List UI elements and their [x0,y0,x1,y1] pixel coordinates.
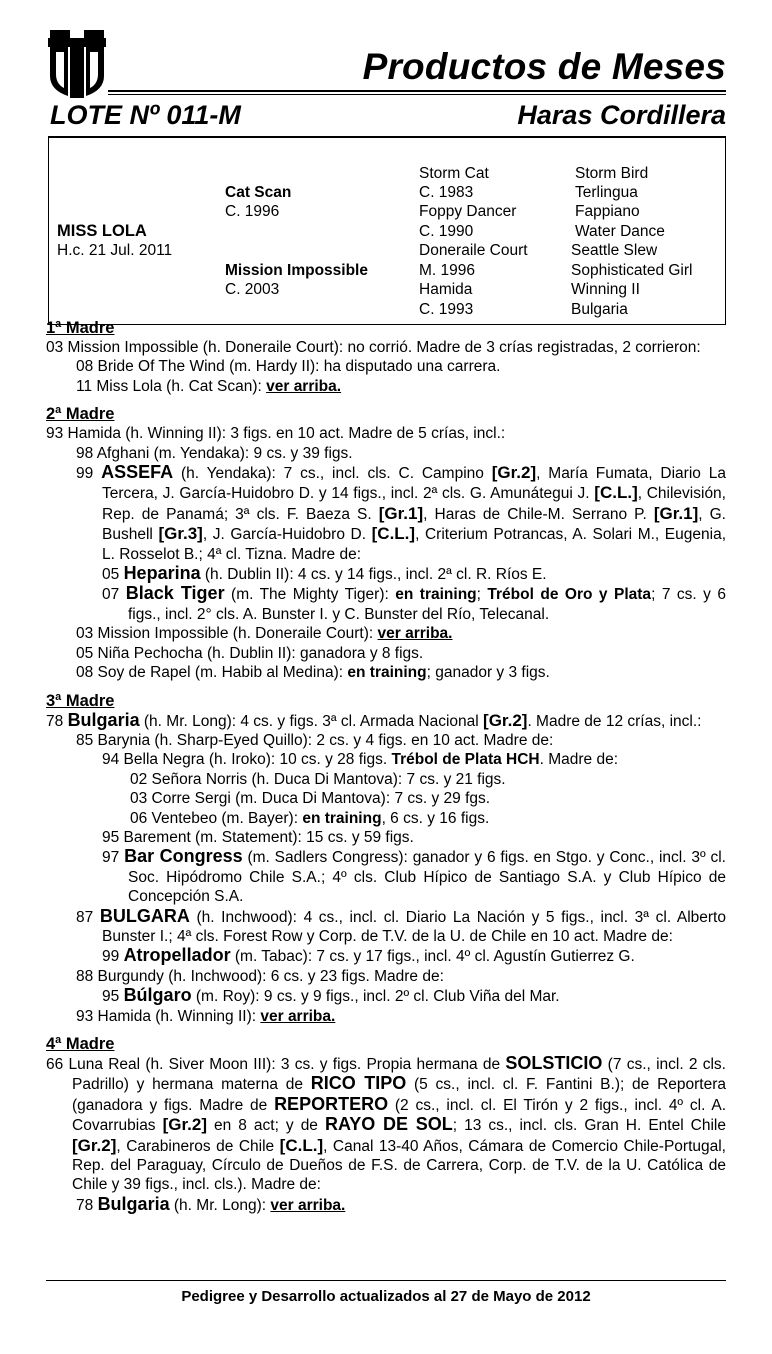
great-grandparent: Terlingua [575,184,638,201]
section-heading: 1ª Madre [46,319,115,337]
footer-note: Pedigree y Desarrollo actualizados al 27 de Mayo de 2012 [181,1288,591,1305]
entry: 06 Ventebeo (m. Bayer): en training, 6 cs. y 16 figs. [130,809,490,827]
grandsire-2: Doneraile Court [419,242,528,259]
granddam-1: Foppy Dancer [419,203,517,220]
see-above-link: ver arriba. [266,377,342,395]
entry: 07 Black Tiger (m. The Mighty Tiger): en training; Trébol de Oro y Plata; 7 cs. y 6 figs., incl. 2° cls. A. Bunster I. y C. Bunster del Río, Telecanal. [102,583,726,623]
great-grandparent: Sophisticated Girl [571,262,693,279]
entry: 95 Búlgaro (m. Roy): 9 cs. y 9 figs., incl. 2º cl. Club Viña del Mar. [102,985,560,1006]
entry: 05 Heparina (h. Dublin II): 4 cs. y 14 figs., incl. 2ª cl. R. Ríos E. [102,563,547,584]
entry: 93 Hamida (h. Winning II): ver arriba. [76,1007,336,1025]
header-rule-thin [108,94,726,95]
great-grandparent: Seattle Slew [571,242,658,259]
page-title: Productos de Meses [362,46,726,87]
entry: 85 Barynia (h. Sharp-Eyed Quillo): 2 cs. y 4 figs. en 10 act. Madre de: [76,731,554,749]
entry: 05 Niña Pechocha (h. Dublin II): ganadora y 8 figs. [76,644,424,662]
pedigree-body [46,310,726,1215]
entry: 08 Bride Of The Wind (m. Hardy II): ha disputado una carrera. [76,358,501,376]
grandsire-1-info: C. 1983 [419,184,474,201]
entry: 99 ASSEFA (h. Yendaka): 7 cs., incl. cls. C. Campino [Gr.2], María Fumata, Diario La Tercera, J. García-Huidobro D. y 14 figs., incl. 2ª cls. G. Amunátegui J. [C.L.], Chilevisión, Rep. de Panamá; 3ª cls. F. Baeza S. [Gr.1], Haras de Chile-M. Serrano P. [Gr.1], G. Bushell [Gr.3], J. García-Huidobro D. [C.L.], Criterium Potrancas, A. Solari M., Eugenia, L. Rosselot B.; 4ª cl. Tizna. Madre de: [76,462,726,563]
entry: 95 Barement (m. Statement): 15 cs. y 59 figs. [102,828,414,846]
entry: 02 Señora Norris (h. Duca Di Mantova): 7 cs. y 21 figs. [130,770,506,788]
great-grandparent: Winning II [571,281,640,298]
entry: 98 Afghani (m. Yendaka): 9 cs. y 39 figs. [76,444,353,462]
entry: 03 Mission Impossible (h. Doneraile Court): ver arriba. [76,625,453,643]
great-grandparent: Bulgaria [571,301,628,318]
entry: 78 Bulgaria (h. Mr. Long): 4 cs. y figs. 3ª cl. Armada Nacional [Gr.2]. Madre de 12 crías, incl.: [46,709,702,730]
granddam-2-info: C. 1993 [419,301,474,318]
entry: 66 Luna Real (h. Siver Moon III): 3 cs. y figs. Propia hermana de SOLSTICIO (7 cs., incl. 2 cls. Padrillo) y hermana materna de RICO TIPO (5 cs., incl. cl. F. Fantini B.); de Reportera (ganadora y figs. Madre de REPORTERO (2 cs., incl. cl. El Tirón y 2 figs., incl. 4º cl. A. Covarrubias [Gr.2] en 8 act; y de RAYO DE SOL; 13 cs., incl. cls. Gran H. Entel Chile [Gr.2], Carabineros de Chile [C.L.], Canal 13-40 Años, Cámara de Comercio Chile-Portugal, Rep. del Paraguay, Círculo de Dueños de F.S. de Carrera, Corp. de T.V. de la U. Católica de Chile y 39 figs., incl. cls.). Madre de: [46,1053,726,1194]
grandsire-1: Storm Cat [419,165,489,182]
haras-logo-icon [48,30,108,98]
grandsire-2-info: M. 1996 [419,262,476,279]
see-above-link: ver arriba. [260,1007,336,1025]
entry: 93 Hamida (h. Winning II): 3 figs. en 10 act. Madre de 5 crías, incl.: [46,425,506,443]
stud-name: Haras Cordillera [517,100,726,130]
entry: 11 Miss Lola (h. Cat Scan): ver arriba. [76,377,342,395]
section-heading: 3ª Madre [46,691,115,710]
entry: 99 Atropellador (m. Tabac): 7 cs. y 17 figs., incl. 4º cl. Agustín Gutierrez G. [102,945,635,966]
granddam-1-info: C. 1990 [419,223,474,240]
lot-number: LOTE Nº 011-M [50,100,241,130]
entry: 03 Corre Sergi (m. Duca Di Mantova): 7 cs. y 29 fgs. [130,790,491,808]
dam-name: Mission Impossible [225,262,368,279]
sire-info: C. 1996 [225,203,280,220]
horse-info: H.c. 21 Jul. 2011 [57,242,173,259]
see-above-link: ver arriba. [377,625,453,643]
great-grandparent: Fappiano [575,203,640,220]
entry: 94 Bella Negra (h. Iroko): 10 cs. y 28 figs. Trébol de Plata HCH. Madre de: [102,751,619,769]
entry: 03 Mission Impossible (h. Doneraile Court): no corrió. Madre de 3 crías registradas, 2 corrieron: [46,339,701,356]
see-above-link: ver arriba. [270,1196,346,1214]
entry: 08 Soy de Rapel (m. Habib al Medina): en training; ganador y 3 figs. [76,664,550,682]
entry: 87 BULGARA (h. Inchwood): 4 cs., incl. cl. Diario La Nación y 5 figs., incl. 3ª cl. Alberto Bunster I.; 4ª cls. Forest Row y Corp. de T.V. de la U. de Chile en 10 act. Madre de: [76,905,726,945]
sire-name: Cat Scan [225,184,292,201]
pedigree-table [48,136,726,325]
horse-name: MISS LOLA [57,222,147,240]
footer-rule [46,1280,726,1281]
entry: 78 Bulgaria (h. Mr. Long): ver arriba. [76,1193,346,1214]
great-grandparent: Storm Bird [575,165,649,182]
dam-info: C. 2003 [225,281,280,298]
header-rule [108,90,726,92]
entry: 97 Bar Congress (m. Sadlers Congress): ganador y 6 figs. en Stgo. y Conc., incl. 3º cl. Soc. Hipódromo Chile S.A.; 4º cls. Club Hípico de Santiago S.A. y Club Hípico de Concepción S.A. [102,846,726,906]
entry: 88 Burgundy (h. Inchwood): 6 cs. y 23 figs. Madre de: [76,967,444,985]
granddam-2: Hamida [419,281,473,298]
section-heading: 4ª Madre [46,1035,115,1053]
great-grandparent: Water Dance [575,223,665,240]
section-heading: 2ª Madre [46,405,115,424]
